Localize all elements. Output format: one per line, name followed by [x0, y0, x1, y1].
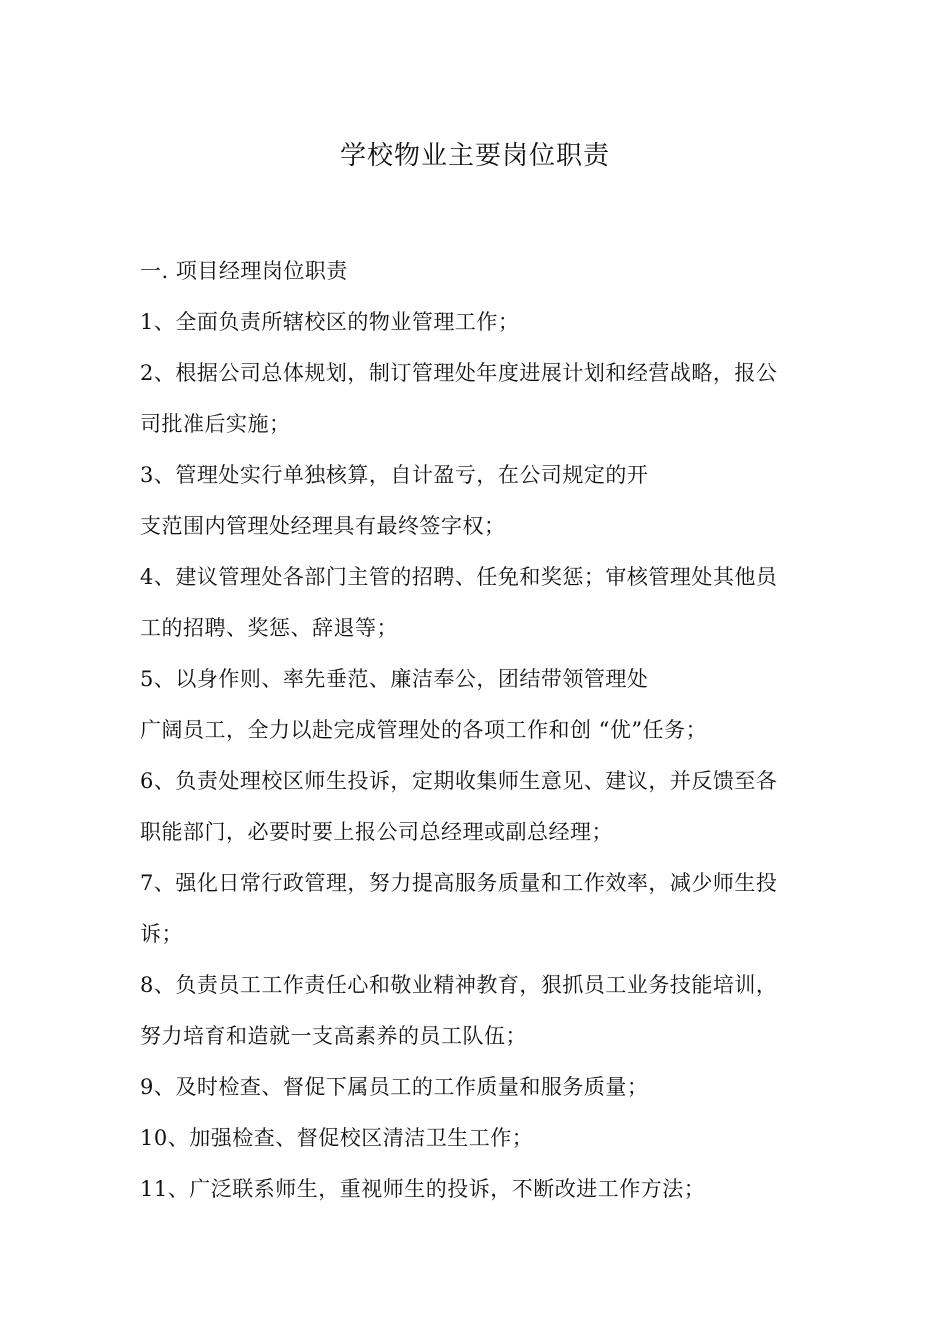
text-line: 诉； [140, 922, 183, 946]
text-line: 支范围内管理处经理具有最终签字权； [140, 514, 506, 538]
document-body [140, 254, 830, 1223]
text-line: 2、根据公司总体规划，制订管理处年度进展计划和经营战略，报公 [140, 361, 778, 385]
document-title: 学校物业主要岗位职责 [339, 141, 610, 171]
text-line: 4、建议管理处各部门主管的招聘、任免和奖惩；审核管理处其他员 [140, 565, 778, 589]
text-line: 9、及时检查、督促下属员工的工作质量和服务质量； [140, 1075, 649, 1099]
text-line: 工的招聘、奖惩、辞退等； [140, 616, 398, 640]
text-line: 广阔员工，全力以赴完成管理处的各项工作和创 “优”任务； [140, 718, 708, 742]
text-line: 10、加强检查、督促校区清洁卫生工作； [140, 1126, 534, 1150]
text-line: 6、负责处理校区师生投诉，定期收集师生意见、建议，并反馈至各 [140, 769, 778, 793]
text-line: 7、强化日常行政管理，努力提高服务质量和工作效率，减少师生投 [140, 871, 778, 895]
text-line: 职能部门，必要时要上报公司总经理或副总经理； [140, 820, 613, 844]
text-line: 司批准后实施； [140, 412, 291, 436]
text-line: 8、负责员工工作责任心和敬业精神教育，狠抓员工业务技能培训， [140, 973, 778, 997]
text-line: 5、以身作则、率先垂范、廉洁奉公，团结带领管理处 [140, 667, 649, 691]
text-line: 1、全面负责所辖校区的物业管理工作； [140, 310, 520, 334]
text-line: 努力培育和造就一支高素养的员工队伍； [140, 1024, 527, 1048]
text-line: 3、管理处实行单独核算，自计盈亏，在公司规定的开 [140, 463, 649, 487]
text-line: 11、广泛联系师生，重视师生的投诉，不断改进工作方法； [140, 1177, 706, 1201]
text-line: 一. 项目经理岗位职责 [140, 259, 348, 283]
